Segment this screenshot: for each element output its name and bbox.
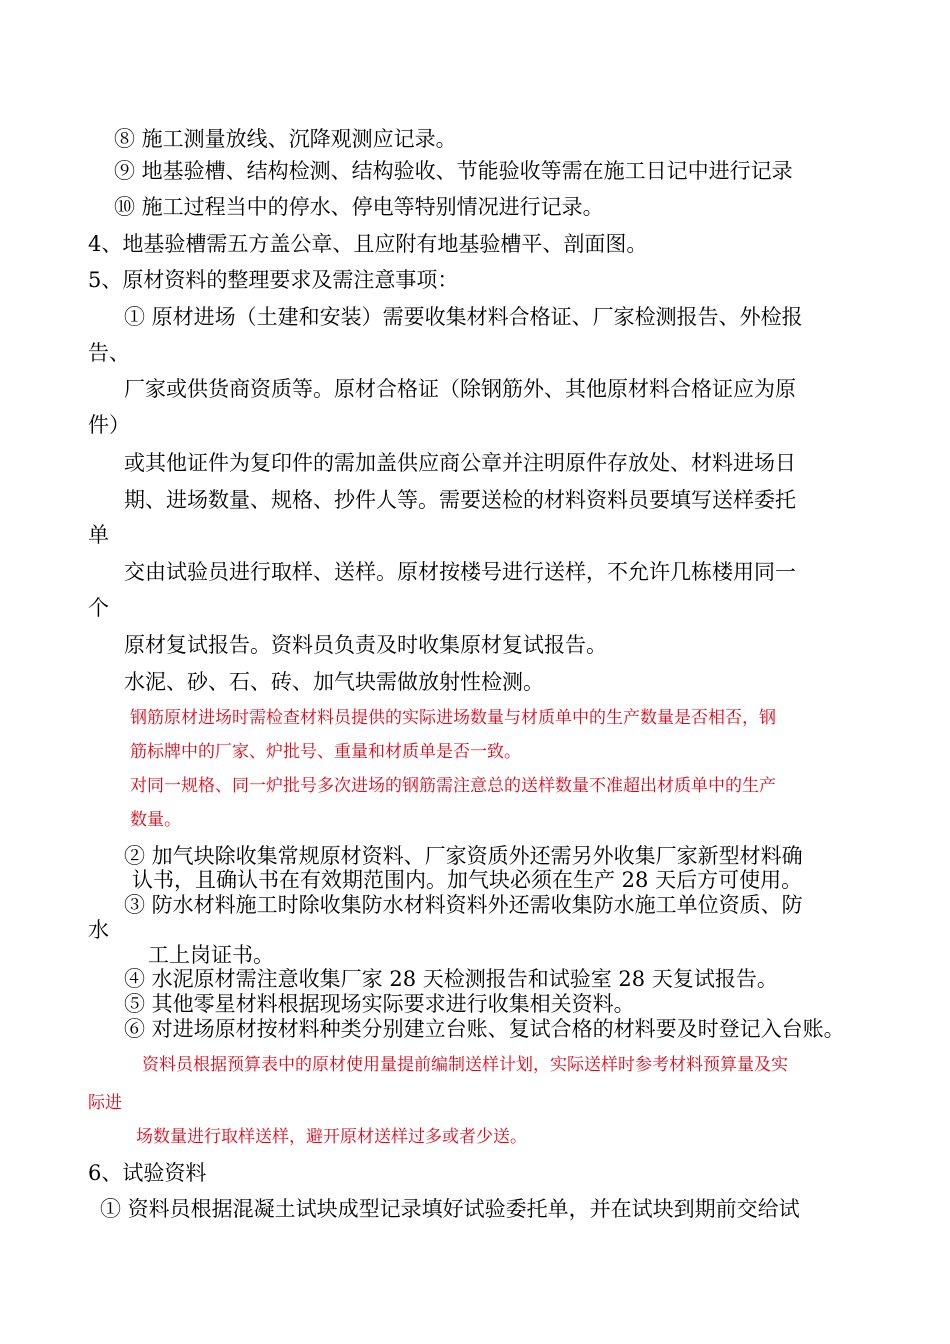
item-3-waterproof-line2: 工上岗证书。 (148, 943, 274, 967)
item-1-raw-material-line6: 原材复试报告。资料员负责及时收集原材复试报告。 (124, 633, 607, 657)
item-1-raw-material-line1: ① 原材进场（土建和安装）需要收集材料合格证、厂家检测报告、外检报 (124, 305, 803, 329)
item-1-raw-material-line4: 期、进场数量、规格、抄件人等。需要送检的材料资料员要填写送样委托 (124, 488, 796, 512)
item-1-raw-material-line2: 厂家或供货商资质等。原材合格证（除钢筋外、其他原材料合格证应为原 (124, 377, 796, 401)
item-1-raw-material-line5: 交由试验员进行取样、送样。原材按楼号进行送样，不允许几栋楼用同一 (124, 560, 796, 584)
section-4-heading: 4、地基验槽需五方盖公章、且应附有地基验槽平、剖面图。 (88, 232, 648, 256)
test-item-1: ① 资料员根据混凝土试块成型记录填好试验委托单，并在试块到期前交给试 (100, 1197, 800, 1221)
item-2-aerated-block-line1: ② 加气块除收集常规原材资料、厂家资质外还需另外收集厂家新型材料确 (124, 844, 803, 868)
item-6-ledger: ⑥ 对进场原材按材料种类分别建立台账、复试合格的材料要及时登记入台账。 (124, 1017, 845, 1041)
rebar-note-line4: 数量。 (130, 810, 181, 830)
sampling-plan-note-line1: 资料员根据预算表中的原材使用量提前编制送样计划，实际送样时参考材料预算量及实 (142, 1055, 788, 1075)
item-3-waterproof-wrap: 水 (88, 918, 109, 942)
item-10-outage-record: ⑩ 施工过程当中的停水、停电等特别情况进行记录。 (114, 195, 604, 219)
item-1-raw-material-wrap2: 件） (88, 413, 130, 437)
item-9-inspection-log: ⑨ 地基验槽、结构检测、结构验收、节能验收等需在施工日记中进行记录 (114, 159, 793, 183)
item-1-raw-material-wrap1: 告、 (88, 341, 130, 365)
sampling-plan-note-line2: 场数量进行取样送样，避开原材送样过多或者少送。 (136, 1127, 527, 1147)
section-5-heading: 5、原材资料的整理要求及需注意事项： (88, 268, 459, 292)
item-8-survey-record: ⑧ 施工测量放线、沉降观测应记录。 (114, 127, 457, 151)
item-3-waterproof-line1: ③ 防水材料施工时除收集防水材料资料外还需收集防水施工单位资质、防 (124, 893, 803, 917)
rebar-note-line2: 筋标牌中的厂家、炉批号、重量和材质单是否一致。 (130, 742, 521, 762)
sampling-plan-note-wrap: 际进 (88, 1093, 122, 1113)
item-1-radiation-test: 水泥、砂、石、砖、加气块需做放射性检测。 (124, 670, 544, 694)
item-1-raw-material-line3: 或其他证件为复印件的需加盖供应商公章并注明原件存放处、材料进场日 (124, 451, 796, 475)
item-2-aerated-block-line2: 认书，且确认书在有效期范围内。加气块必须在生产 28 天后方可使用。 (132, 868, 803, 892)
item-1-raw-material-wrap3: 单 (88, 523, 109, 547)
rebar-note-line1: 钢筋原材进场时需检查材料员提供的实际进场数量与材质单中的生产数量是否相否，钢 (130, 708, 776, 728)
item-4-cement: ④ 水泥原材需注意收集厂家 28 天检测报告和试验室 28 天复试报告。 (124, 967, 778, 991)
section-6-heading: 6、试验资料 (88, 1161, 207, 1185)
item-1-raw-material-wrap4: 个 (88, 596, 109, 620)
rebar-note-line3: 对同一规格、同一炉批号多次进场的钢筋需注意总的送样数量不准超出材质单中的生产 (130, 776, 776, 796)
item-5-misc-materials: ⑤ 其他零星材料根据现场实际要求进行收集相关资料。 (124, 992, 635, 1016)
